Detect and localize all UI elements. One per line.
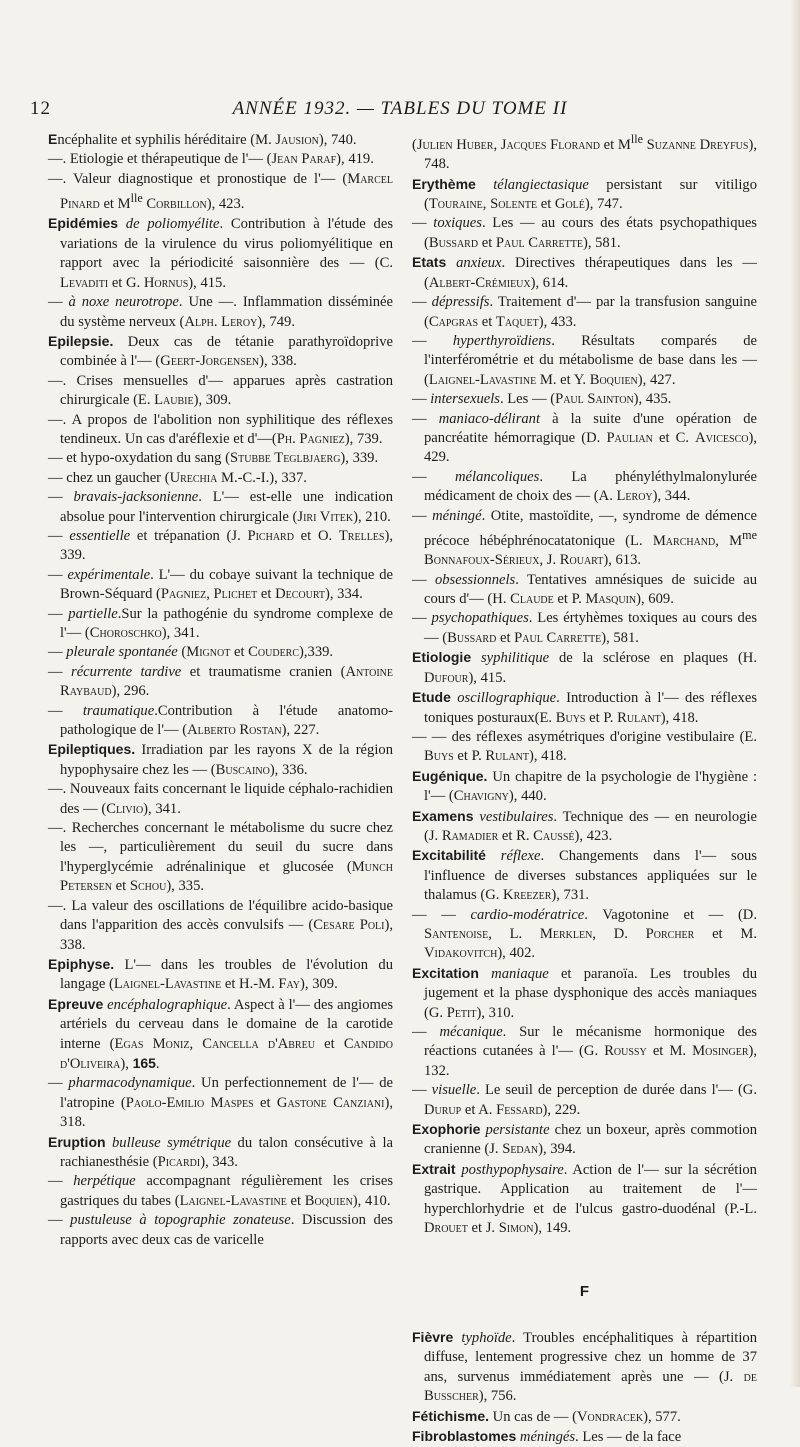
index-entry: Extrait posthypophysaire. Action de l'— sur la sécrétion gastrique. Application au traitement de l'— hyperchlorhydrie et de l'ulcus gastro-duodénal (P.-L. Drouet et J. Simon), 149. — [412, 1160, 757, 1237]
index-entry: Eruption bulleuse symétrique du talon consécutive à la rachianesthésie (Picardi), 343. — [48, 1133, 393, 1170]
index-entry: — pharmacodynamique. Un perfectionnement de l'— de l'atropine (Paolo-Emilio Maspes et Gastone Canziani), 318. — [48, 1075, 393, 1131]
index-entry: Fibroblastomes méningés. Les — de la face — [412, 1427, 682, 1445]
index-entry: — pustuleuse à topographie zonateuse. Discussion des rapports avec deux cas de varicelle — [48, 1212, 393, 1248]
index-entry: — essentielle et trépanation (J. Pichard et O. Trelles), 339. — [48, 527, 393, 564]
index-entry: — hyperthyroïdiens. Résultats comparés de l'interférométrie et du métabolisme de base dans les — (Laignel-Lavastine M. et Y. Boquien), 427. — [412, 332, 757, 388]
section-letter: F — [579, 1283, 590, 1301]
index-entry: (Julien Huber, Jacques Florand et $M^{lle}$ Suzanne Dreyfus), 748. — [412, 132, 757, 173]
index-entry: —. Recherches concernant le métabolisme du sucre chez les —, particulièrement du seuil du sucre dans l'hyperglycémie adrénalinique et glucosée (Munch Petersen et Schou), 335. — [48, 820, 393, 895]
index-entry: Etiologie syphilitique de la sclérose en plaques (H. Dufour), 415. — [412, 649, 757, 686]
index-entry: Excitation maniaque et paranoïa. Les troubles du jugement et la phase dysphonique des accès maniaques (G. Petit), 310. — [412, 964, 758, 1021]
index-entry: — herpétique accompagnant régulièrement les crises gastriques du tabes (Laignel-Lavastine et Boquien), 410. — [48, 1173, 393, 1209]
index-entry: —. A propos de l'abolition non syphilitique des réflexes tendineux. Un cas d'aréflexie et d'—(Ph. Pagniez), 739. — [48, 411, 393, 447]
index-entry: — traumatique.Contribution à l'étude anatomo-pathologique de l'— (Alberto Rostan), 227. — [48, 702, 393, 739]
index-entry: — à noxe neurotrope. Une —. Inflammation disséminée du système nerveux (Alph. Leroy), 749. — [48, 294, 393, 330]
index-entry: Examens vestibulaires. Technique des — en neurologie (J. Ramadier et R. Caussé), 423. — [412, 807, 757, 844]
index-entry: — pleurale spontanée (Mignot et Couderc),339. — [48, 644, 334, 661]
index-entry: — — cardio-modératrice. Vagotonine et — (D. Santenoise, L. Merklen, D. Porcher et M. Vidakovitch), 402. — [412, 906, 757, 962]
right-column — [412, 130, 757, 1447]
index-entry: Exophorie persistante chez un boxeur, après commotion cranienne (J. Sedan), 394. — [412, 1121, 757, 1158]
index-entry: — chez un gaucher (Urechia M.-C.-I.), 337. — [48, 469, 307, 486]
index-entry: Epiphyse. L'— dans les troubles de l'évolution du langage (Laignel-Lavastine et H.-M. Fay), 309. — [48, 955, 393, 993]
index-entry: — toxiques. Les — au cours des états psychopathiques (Bussard et Paul Carrette), 581. — [412, 215, 757, 251]
index-entry: — bravais-jacksonienne. L'— est-elle une indication absolue pour l'intervention chirurgicale (Jiri Vitek), 210. — [48, 489, 393, 525]
index-entry: Epreuve encéphalographique. Aspect à l'— des angiomes artériels du cerveau dans le domaine de la carotide interne (Egas Moniz, Cancella d'Abreu et Candido d'Oliveira), 165. — [48, 995, 394, 1072]
index-entry: — — des réflexes asymétriques d'origine vestibulaire (E. Buys et P. Rulant), 418. — [412, 728, 757, 765]
index-entry: — visuelle. Le seuil de perception de durée dans l'— (G. Durup et A. Fessard), 229. — [412, 1082, 757, 1118]
index-entry: —. Crises mensuelles d'— apparues après castration chirurgicale (E. Laubie), 309. — [48, 372, 393, 409]
index-entry: Epilepsie. Deux cas de tétanie parathyroïdoprive combinée à l'— (Geert-Jorgensen), 338. — [48, 332, 393, 370]
index-entry: — dépressifs. Traitement d'— par la transfusion sanguine (Capgras et Taquet), 433. — [412, 294, 757, 330]
index-entry: Excitabilité réflexe. Changements dans l'— sous l'influence de diverses substances appliquées sur le thalamus (G. Kreezer), 731. — [412, 847, 757, 904]
index-entry: Fétichisme. Un cas de — (Vondracek), 577. — [412, 1407, 681, 1425]
index-entry: — expérimentale. L'— du cobaye suivant la technique de Brown-Séquard (Pagniez, Plichet et Decourt), 334. — [48, 566, 393, 603]
index-entry: Etats anxieux. Directives thérapeutiques dans les — (Albert-Crémieux), 614. — [412, 254, 758, 291]
index-entry: — mélancoliques. La phényléthylmalonylurée médicament de choix des — (A. Leroy), 344. — [412, 468, 757, 505]
index-entry: Epidémies de poliomyélite. Contribution à l'étude des variations de la virulence du virus poliomyélitique en rapport avec la périodicité saisonnière des — (C. Levaditi et G. Hornus), 415. — [48, 215, 393, 291]
index-entry: —. Nouveaux faits concernant le liquide céphalo-rachidien des — (Clivio), 341. — [48, 781, 393, 817]
index-entry: Fièvre typhoïde. Troubles encéphalitiques à répartition diffuse, lentement progressive chez un homme de 37 ans, survenus immédiatement après une — (J. de Busscher), 756. — [412, 1328, 757, 1405]
index-entry: — psychopathiques. Les értyhèmes toxiques au cours des — (Bussard et Paul Carrette), 581. — [412, 610, 758, 646]
index-entry: Eugénique. Un chapitre de la psychologie de l'hygiène : l'— (Chavigny), 440. — [412, 767, 757, 805]
page-header — [30, 98, 770, 122]
index-entry: — maniaco-délirant à la suite d'une opération de pancréatite hémorragique (D. Paulian et C. Avicesco), 429. — [412, 410, 757, 466]
index-entry: Encéphalite et syphilis héréditaire (M. Jausion), 740. — [48, 131, 357, 148]
page-number: 12 — [30, 98, 51, 119]
index-entry: — partielle.Sur la pathogénie du syndrome complexe de l'— (Choroschko), 341. — [48, 605, 393, 642]
index-entry: — récurrente tardive et traumatisme cranien (Antoine Raybaud), 296. — [48, 663, 394, 700]
index-entry: — obsessionnels. Tentatives amnésiques de suicide au cours d'— (H. Claude et P. Masquin), 609. — [412, 571, 757, 608]
running-title: ANNÉE 1932. — TABLES DU TOME II — [232, 98, 568, 119]
index-entry: —. Etiologie et thérapeutique de l'— (Jean Paraf), 419. — [48, 151, 374, 168]
index-entry: — et hypo-oxydation du sang (Stubbe Teglbjaerg), 339. — [48, 450, 379, 467]
index-entry: —. La valeur des oscillations de l'équilibre acido-basique dans l'apparition des accès convulsifs — (Cesare Poli), 338. — [48, 897, 393, 953]
index-entry: Epileptiques. Irradiation par les rayons X de la région hypophysaire chez les — (Buscaino), 336. — [48, 741, 393, 778]
index-entry: — mécanique. Sur le mécanisme hormonique des réactions cutanées à l'— (G. Roussy et M. Mosinger), 132. — [412, 1024, 757, 1079]
index-entry: Etude oscillographique. Introduction à l'— des réflexes toniques posturaux(E. Buys et P. Rulant), 418. — [412, 689, 757, 726]
index-entry: — intersexuels. Les — (Paul Sainton), 435. — [412, 391, 672, 408]
left-column — [48, 130, 393, 1250]
index-entry: — méningé. Otite, mastoïdite, —, syndrome de démence précoce hébéphrénocatatonique (L. Marchand, $M^{me}$ Bonnafoux-Sérieux, J. Rouart), 613. — [412, 507, 757, 569]
page-edge-shadow — [790, 0, 800, 1387]
index-entry: Erythème télangiectasique persistant sur vitiligo (Touraine, Solente et Golé), 747. — [412, 175, 757, 213]
index-entry: —. Valeur diagnostique et pronostique de l'— (Marcel Pinard et $M^{lle}$ Corbillon), 423. — [48, 170, 393, 213]
